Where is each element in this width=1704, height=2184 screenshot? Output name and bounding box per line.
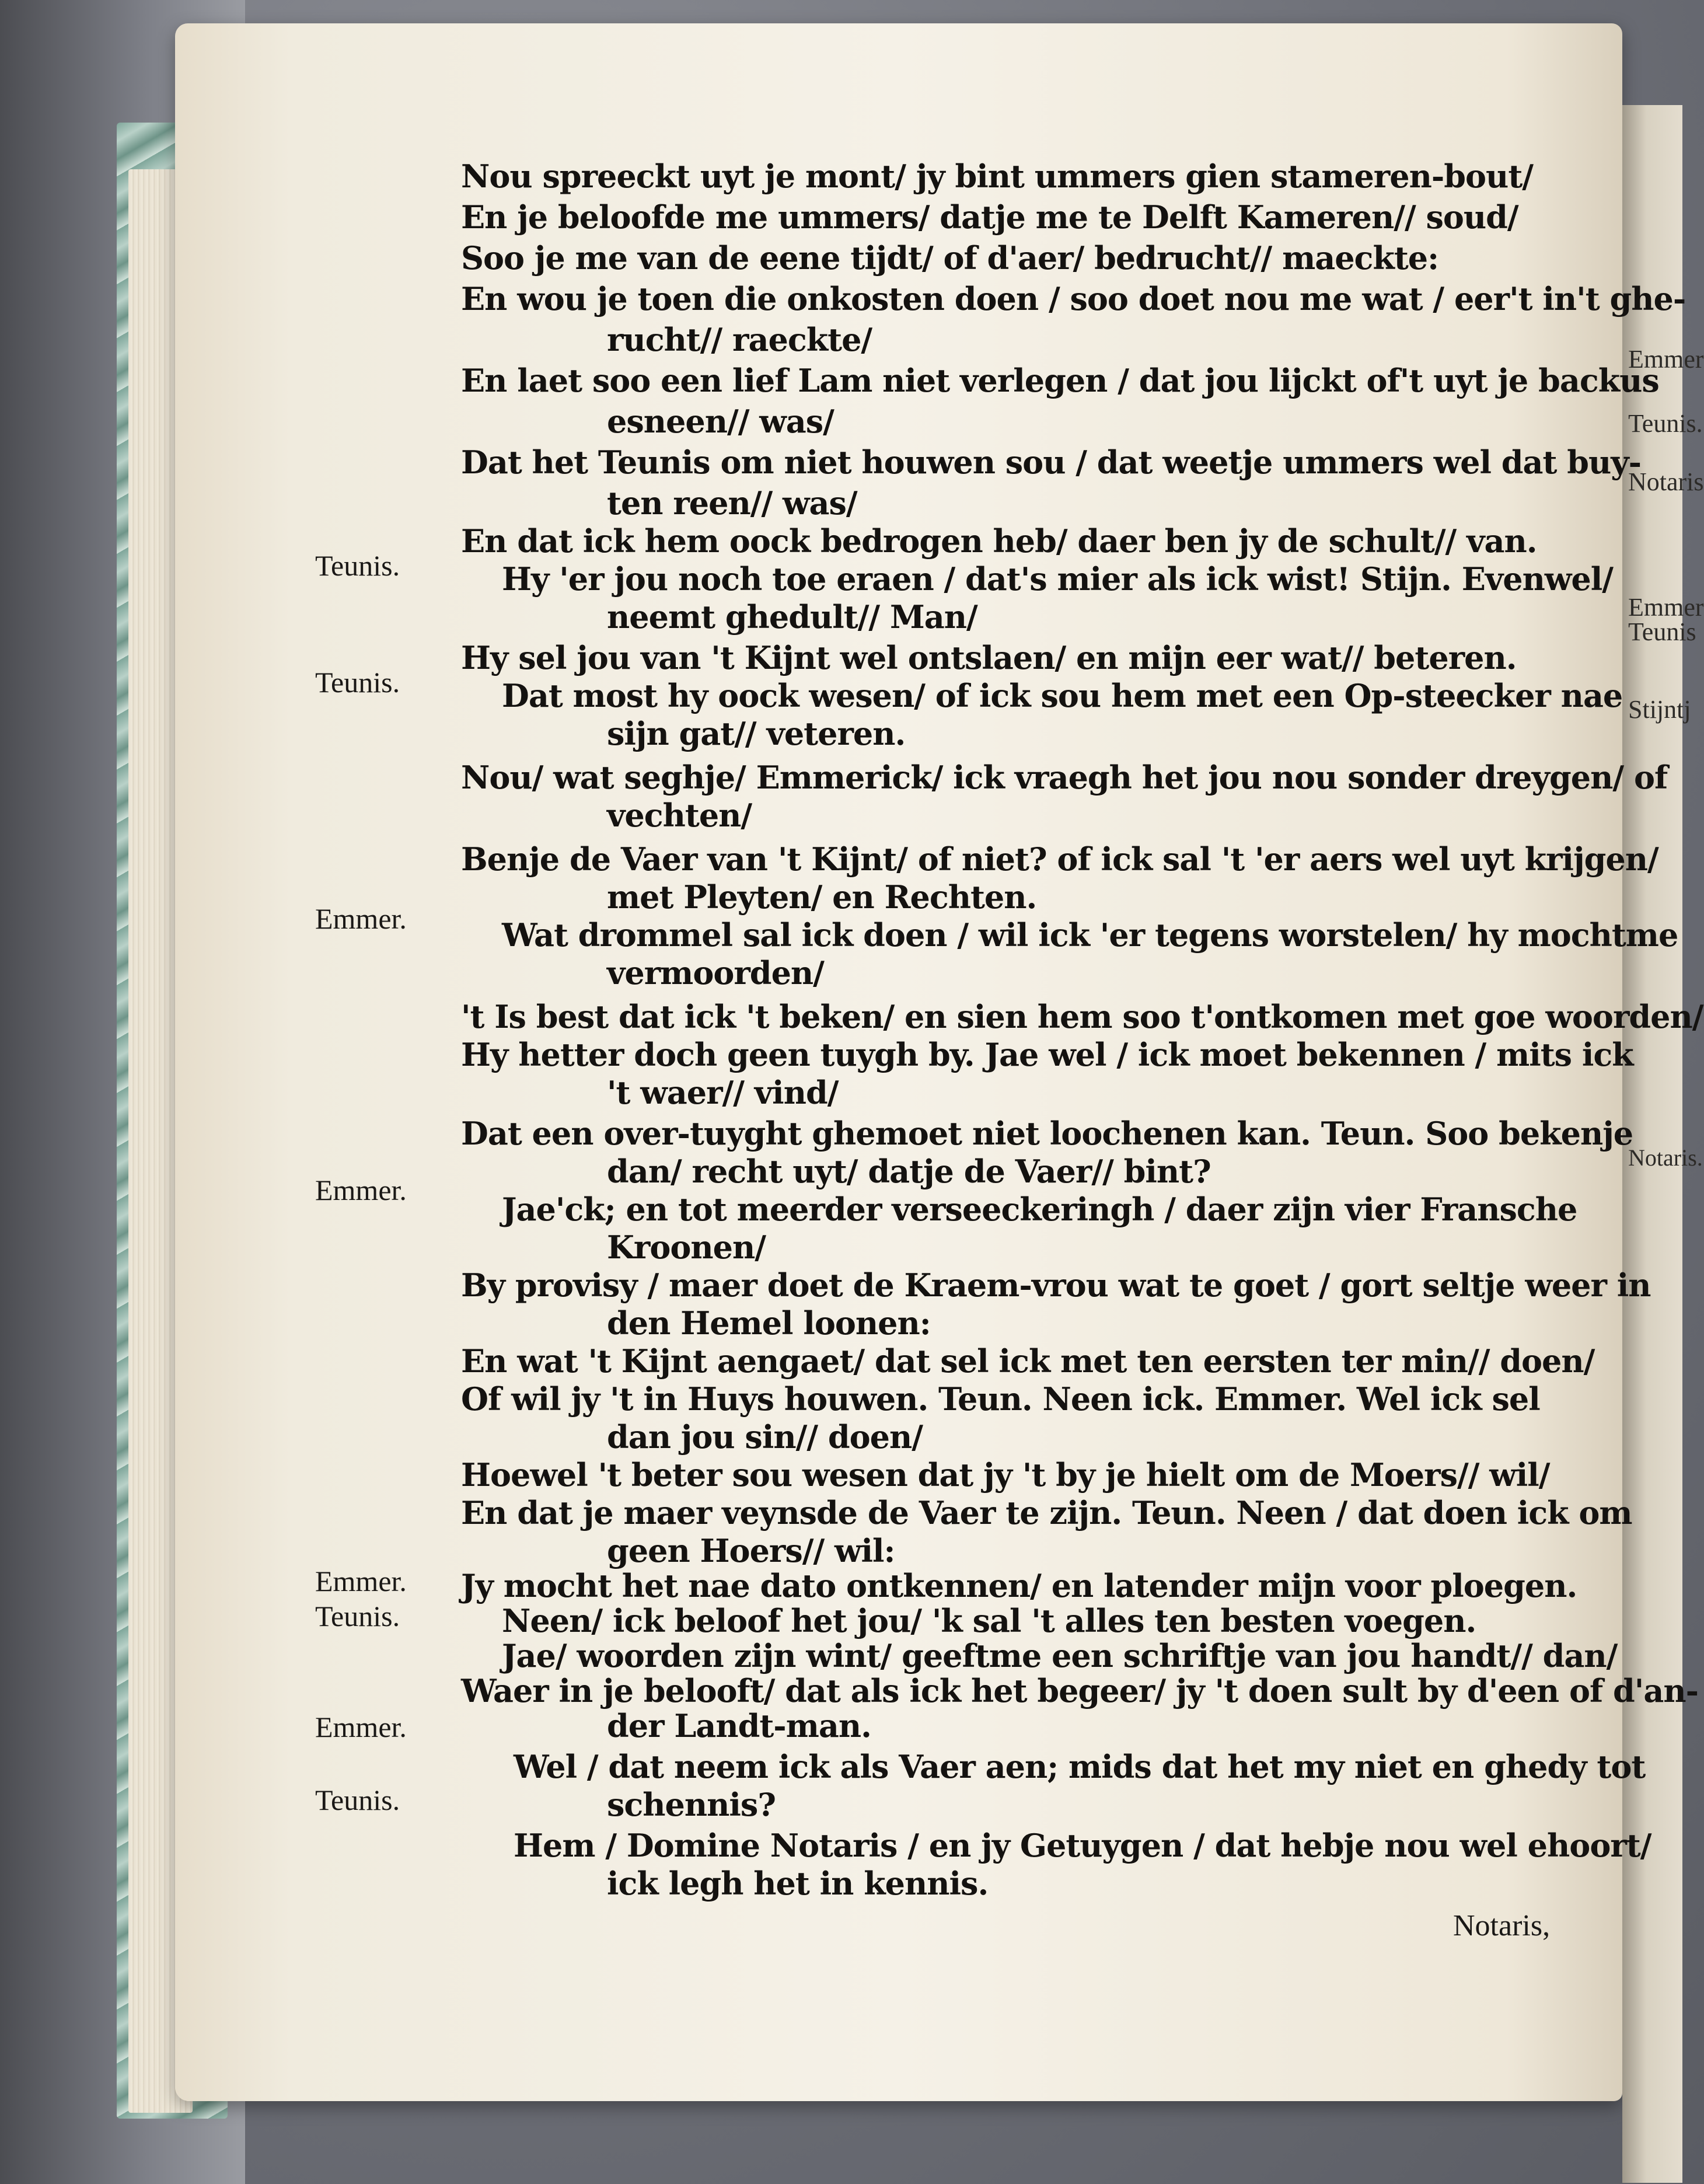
text-line: den Hemel loonen: bbox=[607, 1304, 931, 1342]
text-line: Of wil jy 't in Huys houwen. Teun. Neen ick. Emmer. Wel ick sel bbox=[461, 1380, 1540, 1418]
text-line: Hoewel 't beter sou wesen dat jy 't by je hielt om de Moers// wil/ bbox=[461, 1456, 1550, 1494]
text-line: dan/ recht uyt/ datje de Vaer// bint? bbox=[607, 1153, 1211, 1190]
text-line: vechten/ bbox=[607, 797, 752, 834]
text-line: schennis? bbox=[607, 1786, 776, 1823]
text-line: geen Hoers// wil: bbox=[607, 1532, 895, 1569]
text-line: vermoorden/ bbox=[607, 954, 824, 992]
speaker-label: Emmer. bbox=[315, 902, 407, 935]
text-line: neemt ghedult// Man/ bbox=[607, 598, 977, 636]
text-line: Jy mocht het nae dato ontkennen/ en latender mijn voor ploegen. bbox=[461, 1567, 1577, 1604]
margin-note-notaris-2: Notaris. bbox=[1628, 1145, 1703, 1171]
text-line: Jae'ck; en tot meerder verseeckeringh / daer zijn vier Fransche bbox=[502, 1191, 1577, 1228]
text-line: Neen/ ick beloof het jou/ 'k sal 't alles ten besten voegen. bbox=[502, 1602, 1476, 1639]
text-line: En je beloofde me ummers/ datje me te Delft Kameren// soud/ bbox=[461, 198, 1518, 236]
text-line: Hy hetter doch geen tuygh by. Jae wel / ick moet bekennen / mits ick bbox=[461, 1036, 1633, 1073]
text-line: ten reen// was/ bbox=[607, 484, 857, 522]
text-line: En wat 't Kijnt aengaet/ dat sel ick met ten eersten ter min// doen/ bbox=[461, 1342, 1595, 1380]
text-line: Hem / Domine Notaris / en jy Getuygen / dat hebje nou wel ehoort/ bbox=[514, 1827, 1651, 1864]
speaker-label: Emmer. bbox=[315, 1565, 407, 1597]
margin-note-teunis: Teunis. bbox=[1628, 409, 1703, 438]
text-line: Wel / dat neem ick als Vaer aen; mids dat het my niet en ghedy tot bbox=[514, 1748, 1646, 1785]
text-line: Hy 'er jou noch toe eraen / dat's mier als ick wist! Stijn. Evenwel/ bbox=[502, 560, 1613, 598]
text-line: En dat je maer veynsde de Vaer te zijn. Teun. Neen / dat doen ick om bbox=[461, 1494, 1632, 1531]
margin-note-emmer: Emmer bbox=[1628, 345, 1704, 374]
text-line: Wat drommel sal ick doen / wil ick 'er tegens worstelen/ hy mochtme bbox=[502, 916, 1678, 954]
text-line: En dat ick hem oock bedrogen heb/ daer ben jy de schult// van. bbox=[461, 522, 1537, 560]
speaker-label: Teunis. bbox=[315, 549, 400, 582]
text-line: Nou spreeckt uyt je mont/ jy bint ummers gien stameren-bout/ bbox=[461, 158, 1533, 195]
speaker-label: Teunis. bbox=[315, 1784, 400, 1816]
text-line: esneen// was/ bbox=[607, 403, 834, 440]
text-line: Kroonen/ bbox=[607, 1229, 766, 1266]
speaker-label: Emmer. bbox=[315, 1174, 407, 1206]
text-line: dan jou sin// doen/ bbox=[607, 1418, 923, 1456]
catchword: Notaris, bbox=[1453, 1909, 1551, 1942]
text-line: Dat een over-tuyght ghemoet niet loochenen kan. Teun. Soo bekenje bbox=[461, 1115, 1633, 1152]
text-line: Jae/ woorden zijn wint/ geeftme een schriftje van jou handt// dan/ bbox=[502, 1637, 1618, 1674]
text-line: Dat most hy oock wesen/ of ick sou hem met een Op-steecker nae bbox=[502, 677, 1623, 714]
text-line: Soo je me van de eene tijdt/ of d'aer/ bedrucht// maeckte: bbox=[461, 239, 1439, 277]
speaker-label: Teunis. bbox=[315, 666, 400, 699]
text-line: Nou/ wat seghje/ Emmerick/ ick vraegh het jou nou sonder dreygen/ of bbox=[461, 759, 1668, 796]
text-line: Waer in je belooft/ dat als ick het begeer/ jy 't doen sult by d'een of d'an- bbox=[461, 1672, 1698, 1709]
text-line: En laet soo een lief Lam niet verlegen / dat jou lijckt of't uyt je backus bbox=[461, 362, 1659, 399]
margin-note-emmer-teunis: Emmer Teunis bbox=[1628, 593, 1704, 646]
text-line: 't Is best dat ick 't beken/ en sien hem soo t'ontkomen met goe woorden/ bbox=[461, 998, 1703, 1035]
text-line: met Pleyten/ en Rechten. bbox=[607, 878, 1037, 916]
text-line: 't waer// vind/ bbox=[607, 1074, 839, 1111]
text-line: En wou je toen die onkosten doen / soo doet nou me wat / eer't in't ghe- bbox=[461, 280, 1686, 318]
speaker-label: Emmer. bbox=[315, 1711, 407, 1743]
margin-note-notaris: Notaris bbox=[1628, 467, 1704, 496]
text-line: By provisy / maer doet de Kraem-vrou wat te goet / gort seltje weer in bbox=[461, 1267, 1651, 1304]
text-line: der Landt-man. bbox=[607, 1707, 871, 1745]
text-line: rucht// raeckte/ bbox=[607, 321, 872, 358]
margin-note-stijntj: Stijntj bbox=[1628, 695, 1691, 724]
text-line: Hy sel jou van 't Kijnt wel ontslaen/ en mijn eer wat// beteren. bbox=[461, 639, 1517, 676]
text-line: Dat het Teunis om niet houwen sou / dat weetje ummers wel dat buy- bbox=[461, 444, 1642, 481]
text-line: Benje de Vaer van 't Kijnt/ of niet? of ick sal 't 'er aers wel uyt krijgen/ bbox=[461, 840, 1658, 878]
text-line: sijn gat// veteren. bbox=[607, 715, 906, 752]
speaker-label: Teunis. bbox=[315, 1600, 400, 1632]
text-line: ick legh het in kennis. bbox=[607, 1865, 989, 1902]
